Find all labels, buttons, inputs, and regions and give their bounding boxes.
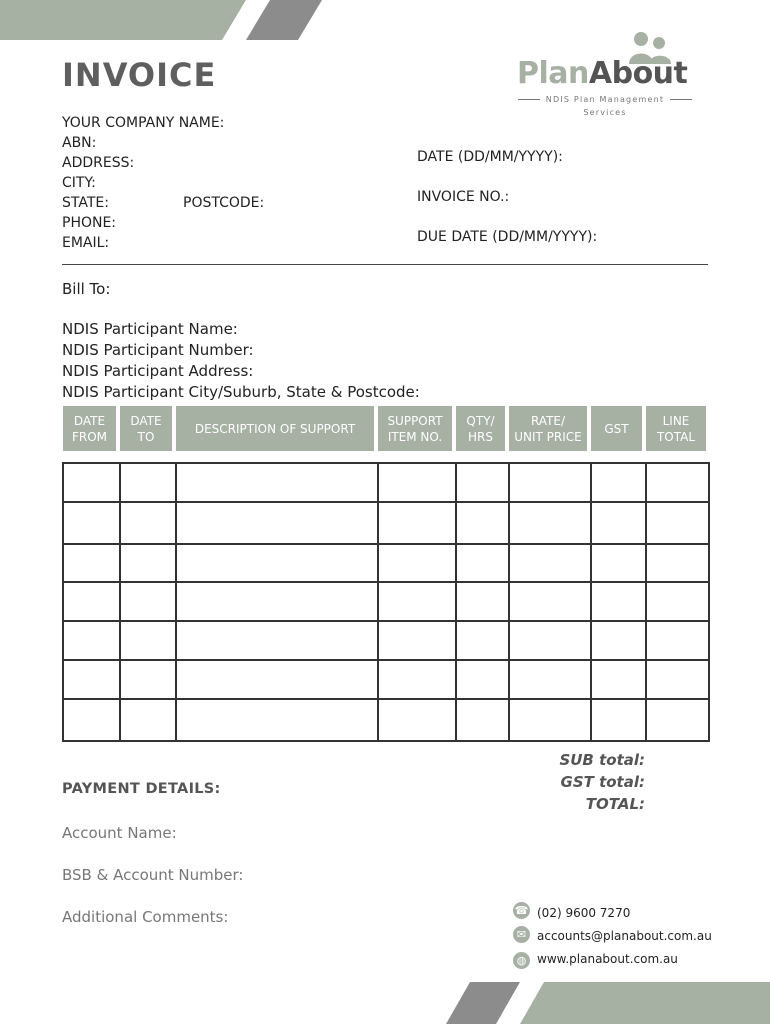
table-cell[interactable] xyxy=(378,502,456,544)
table-cell[interactable] xyxy=(120,463,176,502)
bottom-dark-stripe xyxy=(446,982,520,1024)
table-cell[interactable] xyxy=(509,463,591,502)
table-cell[interactable] xyxy=(456,502,509,544)
contact-phone: (02) 9600 7270 xyxy=(537,906,631,920)
table-cell[interactable] xyxy=(120,621,176,660)
phone-label: PHONE: xyxy=(62,215,117,231)
table-row xyxy=(63,582,709,621)
table-cell[interactable] xyxy=(456,463,509,502)
email-label: EMAIL: xyxy=(62,235,110,251)
header-gst xyxy=(591,406,642,451)
top-dark-stripe xyxy=(246,0,322,40)
table-row xyxy=(63,502,709,544)
table-cell[interactable] xyxy=(176,544,378,582)
table-cell[interactable] xyxy=(646,502,709,544)
table-cell[interactable] xyxy=(63,699,120,741)
top-light-stripe xyxy=(0,0,246,40)
tagline-rule-left xyxy=(518,99,540,100)
header-rate xyxy=(509,406,587,451)
city-label: CITY: xyxy=(62,175,96,191)
table-row xyxy=(63,699,709,741)
logo-text-plan: Plan xyxy=(517,56,589,91)
table-row xyxy=(63,463,709,502)
table-cell[interactable] xyxy=(591,463,646,502)
postcode-label: POSTCODE: xyxy=(183,195,265,211)
sub-total-label: SUB total: xyxy=(559,751,645,769)
bottom-light-stripe xyxy=(520,982,770,1024)
header-qty xyxy=(456,406,505,451)
logo-tagline-line1 xyxy=(517,93,693,106)
bill-to-label: Bill To: xyxy=(62,280,111,298)
participant-city-label: NDIS Participant City/Suburb, State & Postcode: xyxy=(62,383,420,401)
bsb-label: BSB & Account Number: xyxy=(62,866,244,884)
comments-label: Additional Comments: xyxy=(62,908,229,926)
header-item-no xyxy=(378,406,452,451)
header-text: SUPPORT xyxy=(387,413,443,428)
table-cell[interactable] xyxy=(456,621,509,660)
table-cell[interactable] xyxy=(63,463,120,502)
participant-name-label: NDIS Participant Name: xyxy=(62,320,238,338)
header-text: DESCRIPTION OF SUPPORT xyxy=(194,421,356,436)
table-cell[interactable] xyxy=(176,463,378,502)
bottom-decor-stripes xyxy=(440,982,770,1024)
payment-details-heading: PAYMENT DETAILS: xyxy=(62,781,221,797)
table-cell[interactable] xyxy=(378,463,456,502)
table-cell[interactable] xyxy=(509,582,591,621)
table-cell[interactable] xyxy=(646,544,709,582)
date-label: DATE (DD/MM/YYYY): xyxy=(417,149,563,165)
due-date-label: DUE DATE (DD/MM/YYYY): xyxy=(417,229,598,245)
header-date-from xyxy=(63,406,116,451)
table-cell[interactable] xyxy=(176,502,378,544)
table-row xyxy=(63,660,709,699)
phone-icon: ☎ xyxy=(514,904,529,917)
table-cell[interactable] xyxy=(120,660,176,699)
table-cell[interactable] xyxy=(646,582,709,621)
table-cell[interactable] xyxy=(378,544,456,582)
table-cell[interactable] xyxy=(509,502,591,544)
table-cell[interactable] xyxy=(378,699,456,741)
table-cell[interactable] xyxy=(176,621,378,660)
table-cell[interactable] xyxy=(378,660,456,699)
table-cell[interactable] xyxy=(120,582,176,621)
table-row xyxy=(63,621,709,660)
page-title: INVOICE xyxy=(62,56,217,94)
table-cell[interactable] xyxy=(509,621,591,660)
header-text: FROM xyxy=(71,429,108,444)
header-text: DATE xyxy=(73,413,106,428)
header-text: ITEM NO. xyxy=(387,429,443,444)
table-cell[interactable] xyxy=(509,699,591,741)
participant-number-label: NDIS Participant Number: xyxy=(62,341,254,359)
tagline-text-2: Services xyxy=(583,108,627,117)
header-text: GST xyxy=(604,421,629,436)
table-cell[interactable] xyxy=(646,660,709,699)
address-label: ADDRESS: xyxy=(62,155,135,171)
table-cell[interactable] xyxy=(646,699,709,741)
table-cell[interactable] xyxy=(176,660,378,699)
table-cell[interactable] xyxy=(591,621,646,660)
company-name-label: YOUR COMPANY NAME: xyxy=(62,115,225,131)
table-cell[interactable] xyxy=(456,582,509,621)
header-text: TO xyxy=(137,429,155,444)
table-cell[interactable] xyxy=(120,699,176,741)
table-cell[interactable] xyxy=(63,621,120,660)
participant-address-label: NDIS Participant Address: xyxy=(62,362,254,380)
total-label: TOTAL: xyxy=(585,795,645,813)
header-date-to xyxy=(120,406,172,451)
mail-icon: ✉ xyxy=(513,926,530,943)
table-cell[interactable] xyxy=(591,660,646,699)
table-cell[interactable] xyxy=(63,544,120,582)
account-name-label: Account Name: xyxy=(62,824,177,842)
header-text: RATE/ xyxy=(530,413,566,428)
table-cell[interactable] xyxy=(378,621,456,660)
logo-text-about: About xyxy=(588,56,688,91)
tagline-text-1: NDIS Plan Management xyxy=(545,95,665,104)
table-row xyxy=(63,544,709,582)
table-cell[interactable] xyxy=(176,699,378,741)
table-cell[interactable] xyxy=(120,544,176,582)
table-cell[interactable] xyxy=(509,544,591,582)
state-label: STATE: xyxy=(62,195,109,211)
header-text: HRS xyxy=(468,429,493,444)
header-text: LINE xyxy=(662,413,690,428)
globe-icon: ◍ xyxy=(513,952,530,969)
table-cell[interactable] xyxy=(378,582,456,621)
contact-website: www.planabout.com.au xyxy=(537,952,678,966)
header-text: UNIT PRICE xyxy=(514,429,582,444)
top-decor-stripes xyxy=(0,0,330,40)
table-cell[interactable] xyxy=(176,582,378,621)
header-description xyxy=(176,406,374,451)
table-cell[interactable] xyxy=(646,621,709,660)
contact-email: accounts@planabout.com.au xyxy=(537,929,712,943)
table-cell[interactable] xyxy=(591,544,646,582)
table-cell[interactable] xyxy=(646,463,709,502)
table-cell[interactable] xyxy=(120,502,176,544)
table-cell[interactable] xyxy=(591,582,646,621)
abn-label: ABN: xyxy=(62,135,97,151)
gst-total-label: GST total: xyxy=(560,773,645,791)
line-items-table xyxy=(62,462,710,742)
invoice-no-label: INVOICE NO.: xyxy=(417,189,510,205)
header-text: DATE xyxy=(130,413,162,428)
planabout-logo xyxy=(517,56,687,91)
header-divider xyxy=(62,264,708,265)
logo-tagline xyxy=(517,93,693,119)
table-cell[interactable] xyxy=(591,699,646,741)
table-cell[interactable] xyxy=(63,660,120,699)
table-cell[interactable] xyxy=(63,502,120,544)
table-cell[interactable] xyxy=(456,544,509,582)
header-line-total xyxy=(646,406,706,451)
table-cell[interactable] xyxy=(63,582,120,621)
header-text: TOTAL xyxy=(656,429,696,444)
table-cell[interactable] xyxy=(509,660,591,699)
table-cell[interactable] xyxy=(456,660,509,699)
header-text: QTY/ xyxy=(466,413,495,428)
table-body xyxy=(63,463,709,741)
tagline-rule-right xyxy=(670,99,692,100)
table-cell[interactable] xyxy=(456,699,509,741)
table-cell[interactable] xyxy=(591,502,646,544)
